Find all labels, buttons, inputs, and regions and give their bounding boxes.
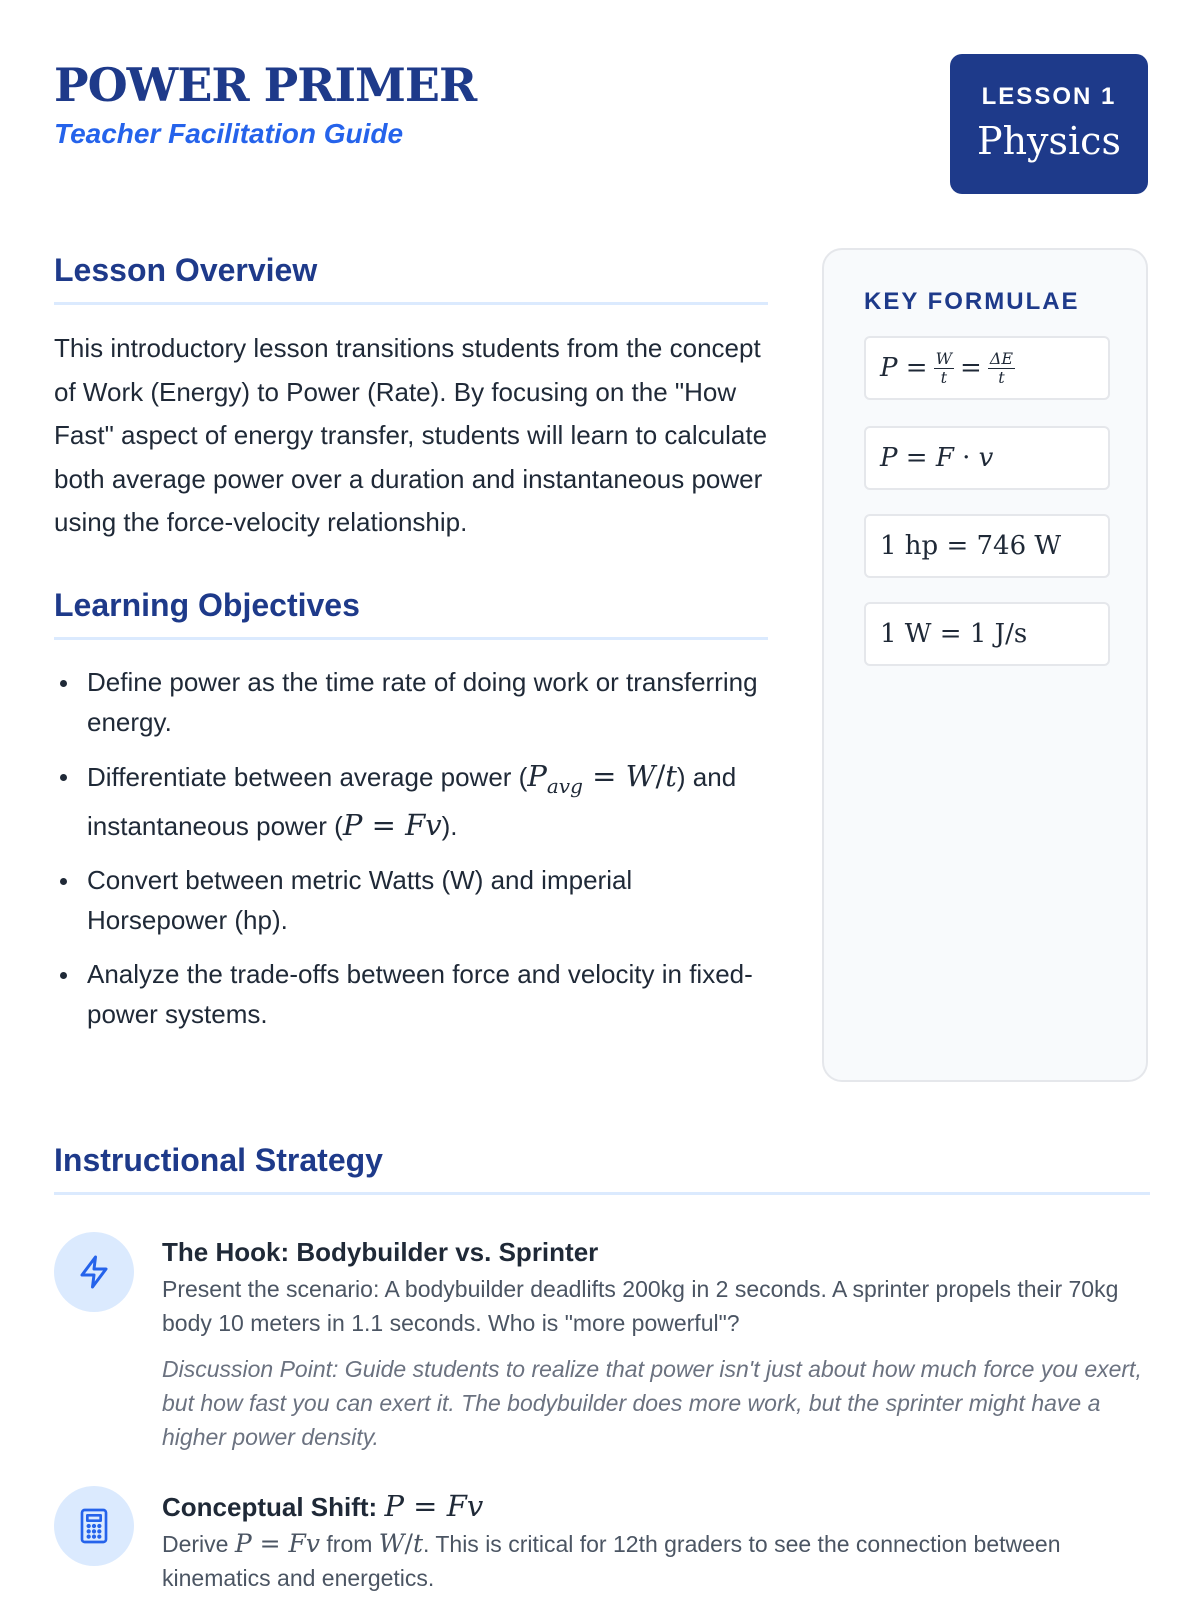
formula-power-work-time: P = $\frac{W}{t}$ = $\frac{\Delta E}{t}$ bbox=[864, 336, 1110, 400]
strategy-section bbox=[54, 1140, 1150, 1591]
strategy-item-title: Conceptual Shift: P = Fv bbox=[162, 1489, 484, 1523]
strategy-item-title: The Hook: Bodybuilder vs. Sprinter bbox=[162, 1237, 599, 1267]
lesson-number: LESSON 1 bbox=[981, 83, 1117, 110]
document-subtitle: Teacher Facilitation Guide bbox=[54, 118, 404, 149]
key-formulae-title: KEY FORMULAE bbox=[864, 288, 1080, 315]
strategy-item-text: Present the scenario: A bodybuilder deadlifts 200kg in 2 seconds. A sprinter propels their 70kg body 10 meters in 1.1 seconds. Who is "more powerful"? bbox=[162, 1276, 1119, 1336]
strategy-item-text: Derive P = Fv from W/t. This is critical for 12th graders to see the connection between kinematics and energetics. bbox=[162, 1529, 1061, 1591]
document-title: POWER PRIMER bbox=[54, 58, 477, 112]
objectives-heading: Learning Objectives bbox=[54, 585, 768, 640]
objective-item: Convert between metric Watts (W) and imperial Horsepower (hp). bbox=[54, 860, 768, 940]
math-instantaneous-power: P = Fv bbox=[342, 808, 442, 843]
math-average-power: $P_{avg} = W/t$ bbox=[527, 758, 677, 798]
formula-horsepower: 1 hp = 746 W bbox=[864, 514, 1110, 578]
formula-power-force-velocity: P = F · v bbox=[864, 426, 1110, 490]
calculator-icon bbox=[54, 1486, 134, 1566]
objectives-section bbox=[54, 585, 768, 1035]
key-formulae-panel bbox=[822, 248, 1148, 1082]
discussion-point: Discussion Point: Guide students to realize that power isn't just about how much force you exert, but how fast you can exert it. The bodybuilder does more work, but the sprinter might have a higher power density. bbox=[162, 1356, 1142, 1450]
objective-item: Define power as the time rate of doing work or transferring energy. bbox=[54, 662, 768, 742]
objective-item: Analyze the trade-offs between force and velocity in fixed-power systems. bbox=[54, 954, 768, 1034]
objective-item: Differentiate between average power $(P_{avg} = W/t)$ and instantaneous power (P = Fv). bbox=[54, 756, 768, 847]
math-wt: W/t bbox=[378, 1529, 423, 1558]
page-header bbox=[54, 56, 476, 152]
math-pfv: P = Fv bbox=[234, 1529, 321, 1558]
objectives-list bbox=[54, 662, 768, 1035]
main-column bbox=[54, 250, 768, 1048]
overview-text: This introductory lesson transitions students from the concept of Work (Energy) to Power (Rate). By focusing on the "How Fast" aspect of energy transfer, students will learn to calculate both average power over a duration and instantaneous power using the force-velocity relationship. bbox=[54, 333, 768, 537]
lesson-badge bbox=[950, 54, 1148, 194]
overview-heading: Lesson Overview bbox=[54, 250, 768, 305]
math-title-pfv: P = Fv bbox=[384, 1489, 484, 1523]
strategy-heading: Instructional Strategy bbox=[54, 1140, 1150, 1195]
formula-watt: 1 W = 1 J/s bbox=[864, 602, 1110, 666]
lightning-icon bbox=[54, 1232, 134, 1312]
lesson-subject: Physics bbox=[977, 119, 1121, 163]
